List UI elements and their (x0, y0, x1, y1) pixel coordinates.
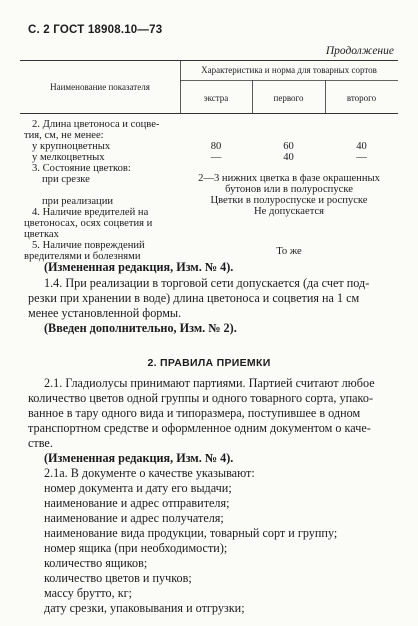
group-header: Характеристика и норма для товарных сортов (201, 65, 377, 75)
paragraph-2-1-line4: транспортном средстве и оформленное одним документом о каче- (28, 421, 371, 435)
row2-sub2-label: у мелкоцветных (32, 152, 105, 163)
row4-label-line2: цветоносах, осях соцветия и (24, 218, 153, 229)
amendment-note-1: (Измененная редакция, Изм. № 4). (44, 260, 234, 274)
paragraph-1-4-line1: 1.4. При реализации в торговой сети допускается (да счет под- (44, 276, 370, 290)
row2-sub1-second: 40 (356, 141, 367, 152)
list-item-6: количество ящиков; (44, 556, 148, 570)
row3-label: 3. Состояние цветков: (32, 163, 131, 174)
sort-header-extra: экстра (203, 93, 229, 103)
paragraph-2-1a: 2.1а. В документе о качестве указывают: (44, 466, 255, 480)
row2-sub1-first: 60 (283, 141, 294, 152)
row3-sub2-value: Цветки в полуроспуске и роспуске (210, 195, 368, 206)
list-item-3: наименование и адрес получателя; (44, 511, 224, 525)
list-item-4: наименование вида продукции, товарный сорт и группу; (44, 526, 338, 540)
row5-label-line2: вредителями и болезнями (24, 251, 141, 262)
amendment-note-2: (Введен дополнительно, Изм. № 2). (44, 321, 237, 335)
sort-header-first: первого (273, 93, 304, 103)
section-heading: 2. ПРАВИЛА ПРИЕМКИ (147, 357, 271, 369)
row3-sub1-value-line2: бутонов или в полуроспуске (225, 184, 353, 195)
row4-label-line3: цветках (24, 229, 59, 240)
paragraph-1-4-line3: менее установленной формы. (28, 306, 182, 320)
row5-label-line1: 5. Наличие повреждений (32, 240, 145, 251)
column-name-header: Наименование показателя (50, 82, 150, 92)
list-item-5: номер ящика (при необходимости); (44, 541, 228, 555)
row3-sub1-label: при срезке (42, 174, 90, 185)
row3-sub1-value-line1: 2—3 нижних цветка в фазе окрашенных (198, 173, 380, 184)
paragraph-1-4-line2: резки при хранении в воде) длина цветоноса и соцветия на 1 см (28, 291, 360, 305)
list-item-8: массу брутто, кг; (44, 586, 133, 600)
row4-value: Не допускается (253, 206, 325, 217)
list-item-7: количество цветов и пучков; (44, 571, 192, 585)
row4-label-line1: 4. Наличие вредителей на (32, 207, 149, 218)
continuation-label: Продолжение (325, 45, 394, 57)
row2-sub2-first: 40 (283, 152, 294, 163)
list-item-2: наименование и адрес отправителя; (44, 496, 230, 510)
row2-label-line1: 2. Длина цветоноса и соцве- (32, 119, 160, 130)
list-item-9: дату срезки, упаковывания и отгрузки; (44, 601, 245, 615)
sort-header-second: второго (346, 93, 377, 103)
row2-label-line2: тия, см, не менее: (24, 130, 104, 141)
row2-sub1-extra: 80 (210, 141, 222, 152)
row2-sub2-second: — (356, 152, 367, 163)
row3-sub2-label: при реализации (42, 196, 114, 207)
paragraph-2-1-line1: 2.1. Гладиолусы принимают партиями. Партией считают любое (44, 376, 375, 390)
list-item-1: номер документа и дату его выдачи; (44, 481, 232, 495)
row2-sub1-label: у крупноцветных (32, 141, 111, 152)
requirements-table (20, 60, 398, 262)
row5-value: То же (276, 246, 302, 257)
amendment-note-3: (Измененная редакция, Изм. № 4). (44, 451, 234, 465)
paragraph-2-1-line2: количество цветов одной группы и одного товарного сорта, упако- (28, 391, 374, 405)
page-header: С. 2 ГОСТ 18908.10—73 (28, 24, 163, 36)
paragraph-2-1-line5: стве. (28, 436, 53, 450)
paragraph-2-1-line3: ванное в тару одного вида и типоразмера, поступившее в одном (28, 406, 361, 420)
row2-sub2-extra: — (210, 152, 222, 163)
